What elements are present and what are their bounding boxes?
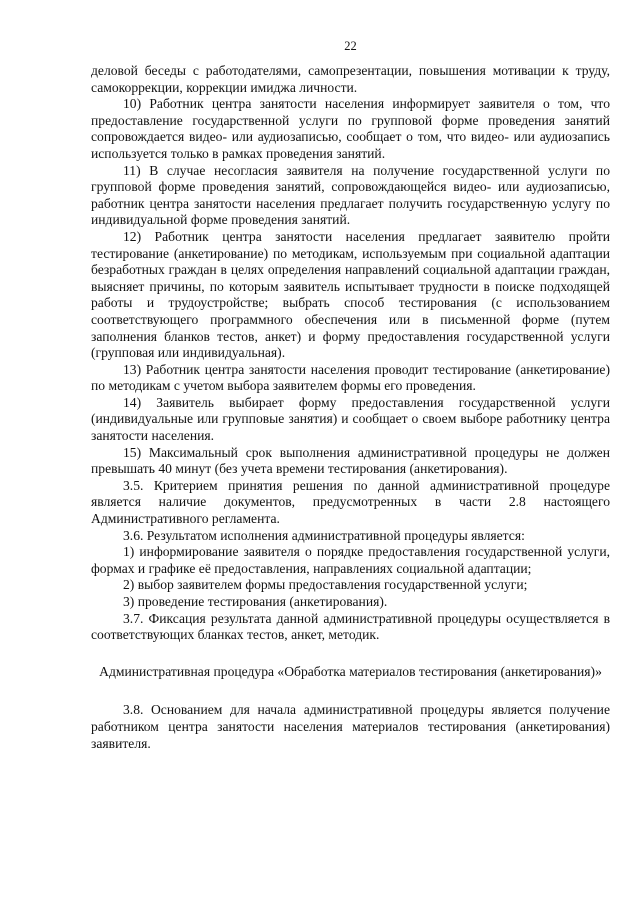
paragraph-continuation: деловой беседы с работодателями, самопрезентации, повышения мотивации к труду, самокоррекции, коррекции имиджа личности.	[91, 63, 610, 95]
paragraph-item-14: 14) Заявитель выбирает форму предоставления государственной услуги (индивидуальные или групповые занятия) и сообщает о своем выборе работнику центра занятости населения.	[91, 394, 610, 444]
result-item-1: 1) информирование заявителя о порядке предоставления государственной услуги, формах и графике её предоставления, направлениях социальной адаптации;	[91, 544, 610, 576]
paragraph-item-15: 15) Максимальный срок выполнения административной процедуры не должен превышать 40 минут (без учета времени тестирования (анкетирования).	[91, 444, 610, 477]
section-heading: Административная процедура «Обработка материалов тестирования (анкетирования)»	[99, 663, 602, 679]
paragraph-3-7: 3.7. Фиксация результата данной административной процедуры осуществляется в соответствующих бланках тестов, анкет, методик.	[91, 610, 610, 643]
result-item-2: 2) выбор заявителем формы предоставления государственной услуги;	[123, 577, 528, 593]
paragraph-item-13: 13) Работник центра занятости населения проводит тестирование (анкетирование) по методикам с учетом выбора заявителем формы его проведения.	[91, 361, 610, 394]
paragraph-3-5: 3.5. Критерием принятия решения по данной административной процедуре является наличие документов, предусмотренных в части 2.8 настоящего Административного регламента.	[91, 477, 610, 527]
paragraph-item-10: 10) Работник центра занятости населения информирует заявителя о том, что предоставление государственной услуги по групповой форме проведения занятий сопровождается видео- или аудиозаписью, сообщает о том, что видео- или аудиозапись используется только в рамках проведения занятий.	[91, 96, 610, 161]
paragraph-3-6: 3.6. Результатом исполнения административной процедуры является:	[123, 527, 525, 543]
paragraph-item-12: 12) Работник центра занятости населения предлагает заявителю пройти тестирование (анкетирование) по методикам, используемым при социальной адаптации безработных граждан в целях определения направлений социальной адаптации граждан, выясняет причины, по которым заявитель испытывает трудности в поиске подходящей работы и трудоустройстве; выбрать способ тестирования (с использованием соответствующего программного обеспечения или в письменной форме (путем заполнения бланков тестов, анкет) и форму предоставления государственной услуги (групповая или индивидуальная).	[91, 228, 610, 361]
paragraph-item-11: 11) В случае несогласия заявителя на получение государственной услуги по групповой форме проведения занятий, сопровождающейся видео- или аудиозаписью, работник центра занятости населения предлагает получить государственную услугу по индивидуальной форме проведения занятий.	[91, 162, 610, 228]
document-body	[91, 63, 610, 752]
result-item-3: 3) проведение тестирования (анкетирования).	[123, 594, 388, 609]
paragraph-3-8: 3.8. Основанием для начала административной процедуры является получение работником центра занятости населения материалов тестирования (анкетирования) заявителя.	[91, 702, 610, 751]
page-number: 22	[344, 39, 357, 53]
